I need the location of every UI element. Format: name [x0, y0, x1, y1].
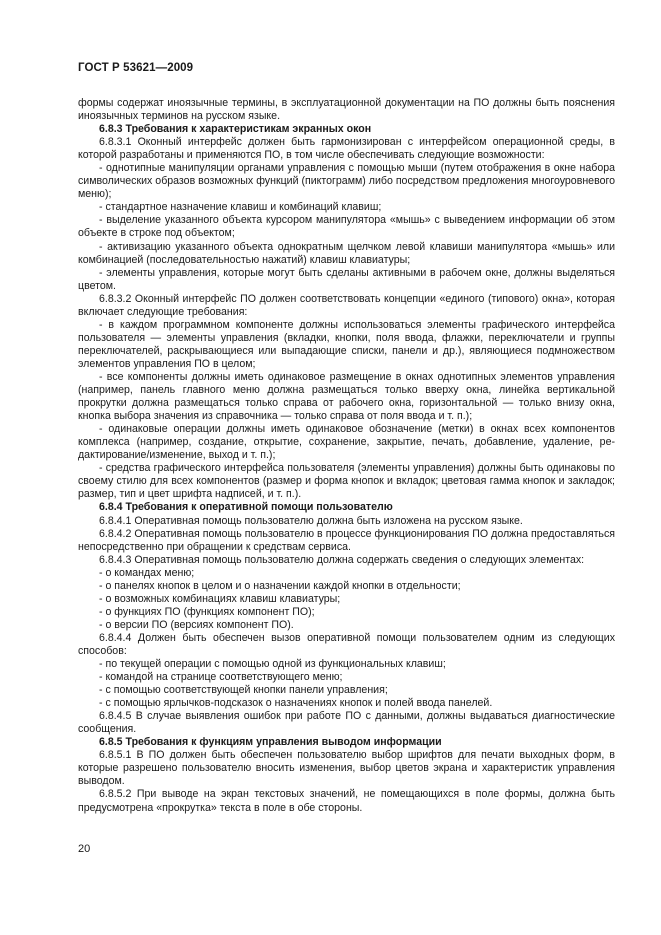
- paragraph: - с помощью соответствующей кнопки панели управления;: [99, 684, 388, 697]
- paragraph: - по текущей операции с помощью одной из функциональных клавиш;: [99, 658, 446, 671]
- paragraph: формы содержат иноязычные термины, в эксплуатационной документации на ПО должны быть пояснения иноязычных терминов на русском языке.: [78, 97, 615, 123]
- paragraph: - активизацию указанного объекта однократным щелчком левой клавиши манипулятора «мышь» или комбинацией (последовательностью нажатий) клавиш клавиатуры;: [78, 240, 615, 266]
- paragraph: - однотипные манипуляции органами управления с помощью мыши (путем отображения в окне набора символических образов возможных функций (пиктограмм) либо посредством предложения многоуровневого меню);: [78, 162, 615, 201]
- paragraph: - о возможных комбинациях клавиш клавиатуры;: [99, 592, 341, 605]
- paragraph: - стандартное назначение клавиш и комбинаций клавиш;: [99, 201, 382, 214]
- paragraph: 6.8.4.5 В случае выявления ошибок при работе ПО с данными, должны выдаваться диагностические сообщения.: [78, 710, 615, 736]
- paragraph: 6.8.5.1 В ПО должен быть обеспечен пользователю выбор шрифтов для печати выходных форм, в которые разрешено пользователю вносить изменения, выбор цветов экрана и характеристик управления выводом.: [78, 749, 615, 788]
- paragraph: - в каждом программном компоненте должны использоваться элементы графического интерфейса пользователя — элементы управления (вкладки, кнопки, поля ввода, флажки, переключатели и группы переключателей, раскрывающиеся или выпадающие списки, панели и др.), являющиеся подмножеством элементов управления ПО в целом;: [78, 318, 615, 370]
- section-heading: 6.8.5 Требования к функциям управления выводом информации: [99, 736, 442, 749]
- paragraph: - о командах меню;: [99, 566, 195, 579]
- paragraph: - командой на странице соответствующего меню;: [99, 671, 343, 684]
- paragraph: 6.8.4.1 Оперативная помощь пользователю должна быть изложена на русском языке.: [99, 514, 523, 527]
- document-header: ГОСТ Р 53621—2009: [78, 62, 194, 74]
- paragraph: - о функциях ПО (функциях компонент ПО);: [99, 605, 315, 618]
- section-heading: 6.8.3 Требования к характеристикам экранных окон: [99, 123, 372, 136]
- paragraph: 6.8.4.2 Оперативная помощь пользователю в процессе функционирования ПО должна предоставляться непосредственно при обращении к средствам сервиса.: [78, 527, 615, 553]
- paragraph: - все компоненты должны иметь одинаковое размещение в окнах однотипных элементов управления (например, панель главного меню должна размещаться только вверху окна, линейка вертикальной прокрутки должна размещаться только справа от рабочего окна, горизонтальной — только внизу окна, кнопка выбора значения из справочника — только справа от поля ввода и т. п.);: [78, 370, 615, 423]
- document-body: [78, 97, 615, 815]
- paragraph: 6.8.5.2 При выводе на экран текстовых значений, не помещающихся в поле формы, должна быть предусмотрена «прокрутка» текста в поле в обе стороны.: [78, 788, 615, 814]
- paragraph: 6.8.4.3 Оперативная помощь пользователю должна содержать сведения о следующих элементах:: [99, 553, 585, 566]
- page-number: 20: [78, 843, 91, 855]
- paragraph: - элементы управления, которые могут быть сделаны активными в рабочем окне, должны выделяться цветом.: [78, 266, 615, 292]
- paragraph: 6.8.4.4 Должен быть обеспечен вызов оперативной помощи пользователем одним из следующих способов:: [78, 631, 615, 657]
- paragraph: - о панелях кнопок в целом и о назначении каждой кнопки в отдельности;: [99, 579, 461, 592]
- paragraph: - выделение указанного объекта курсором манипулятора «мышь» с выведением информации об этом объекте в строке под объектом;: [78, 214, 615, 240]
- paragraph: 6.8.3.1 Оконный интерфейс должен быть гармонизирован с интерфейсом операционной среды, в которой разработаны и применяются ПО, в том числе обеспечивать следующие возможности:: [78, 136, 615, 162]
- paragraph: - с помощью ярлычков-подсказок о назначениях кнопок и полей ввода панелей.: [99, 697, 493, 710]
- paragraph: - одинаковые операции должны иметь одинаковое обозначение (метки) в окнах всех компонентов комплекса (например, создание, открытие, сохранение, закрытие, печать, добавление, удаление, редактирование/изменение, выход и т. п.);: [78, 423, 615, 462]
- paragraph: 6.8.3.2 Оконный интерфейс ПО должен соответствовать концепции «единого (типового) окна», которая включает следующие требования:: [78, 292, 615, 318]
- paragraph: - средства графического интерфейса пользователя (элементы управления) должны быть одинаковы по своему стилю для всех компонентов (размер и форма кнопок и вкладок; цветовая гамма кнопок и закладок; размер, тип и цвет шрифта надписей, и т. п.).: [78, 462, 615, 501]
- section-heading: 6.8.4 Требования к оперативной помощи пользователю: [99, 501, 393, 514]
- paragraph: - о версии ПО (версиях компонент ПО).: [99, 618, 294, 631]
